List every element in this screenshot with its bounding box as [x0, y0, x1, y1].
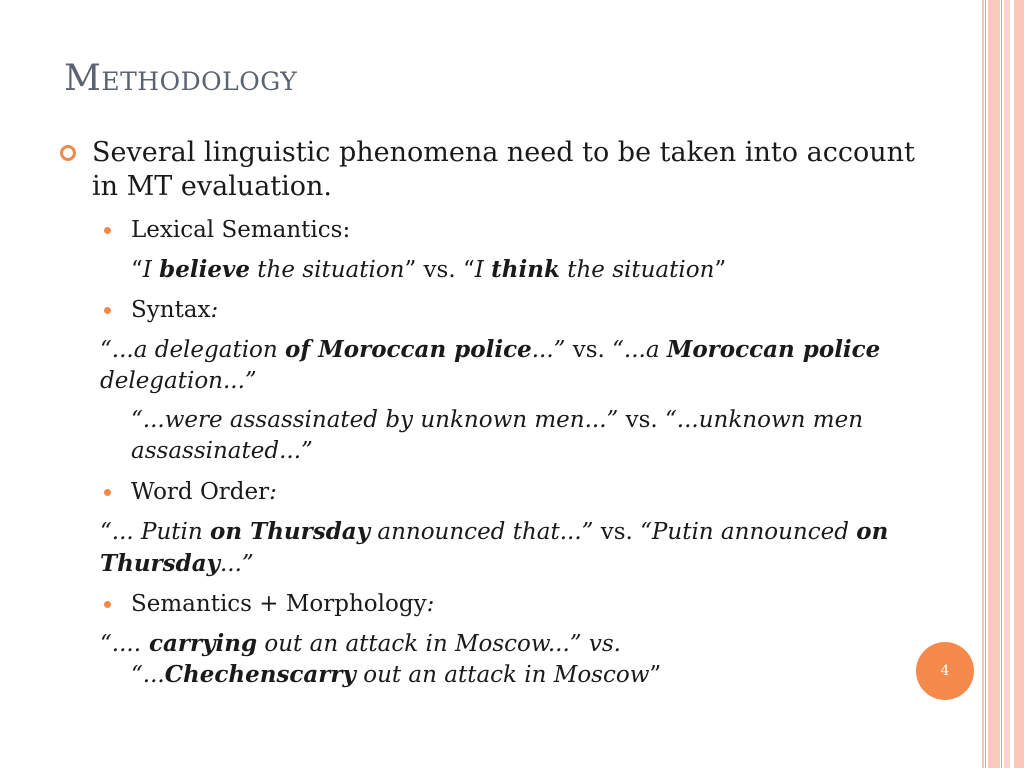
bullet-dot-icon [104, 227, 111, 234]
example-morphology-2: “...Chechenscarry out an attack in Moscow” [131, 661, 662, 688]
bullet-dot-icon [104, 307, 111, 314]
bullet-circle-icon [60, 145, 76, 161]
bullet-dot-icon [104, 489, 111, 496]
example-syntax-1: “...a delegation of Moroccan police...” vs. “...a Moroccan police delegation...” [100, 336, 881, 394]
main-bullet [60, 136, 920, 204]
example-word-order: “... Putin on Thursday announced that...” vs. “Putin announced on Thursday...” [100, 518, 889, 577]
decorative-stripes [976, 0, 1024, 768]
example-morphology-1: “.... carrying out an attack in Moscow...” vs. [100, 630, 621, 657]
page-title: Methodology [64, 58, 298, 99]
example-lexical: “I believe the situation” vs. “I think the situation” [131, 256, 727, 283]
main-bullet-text: Several linguistic phenomena need to be taken into account in MT evaluation. [92, 137, 915, 202]
list-item-lexical: Lexical Semantics: [131, 217, 351, 243]
page-number-badge: 4 [916, 642, 974, 700]
list-item-syntax: Syntax: [131, 297, 219, 323]
bullet-dot-icon [104, 601, 111, 608]
list-item-word-order: Word Order: [131, 479, 277, 505]
example-syntax-2: “...were assassinated by unknown men...” vs. “...unknown men assassinated...” [131, 407, 864, 464]
list-item-semantics-morphology: Semantics + Morphology: [131, 591, 435, 617]
